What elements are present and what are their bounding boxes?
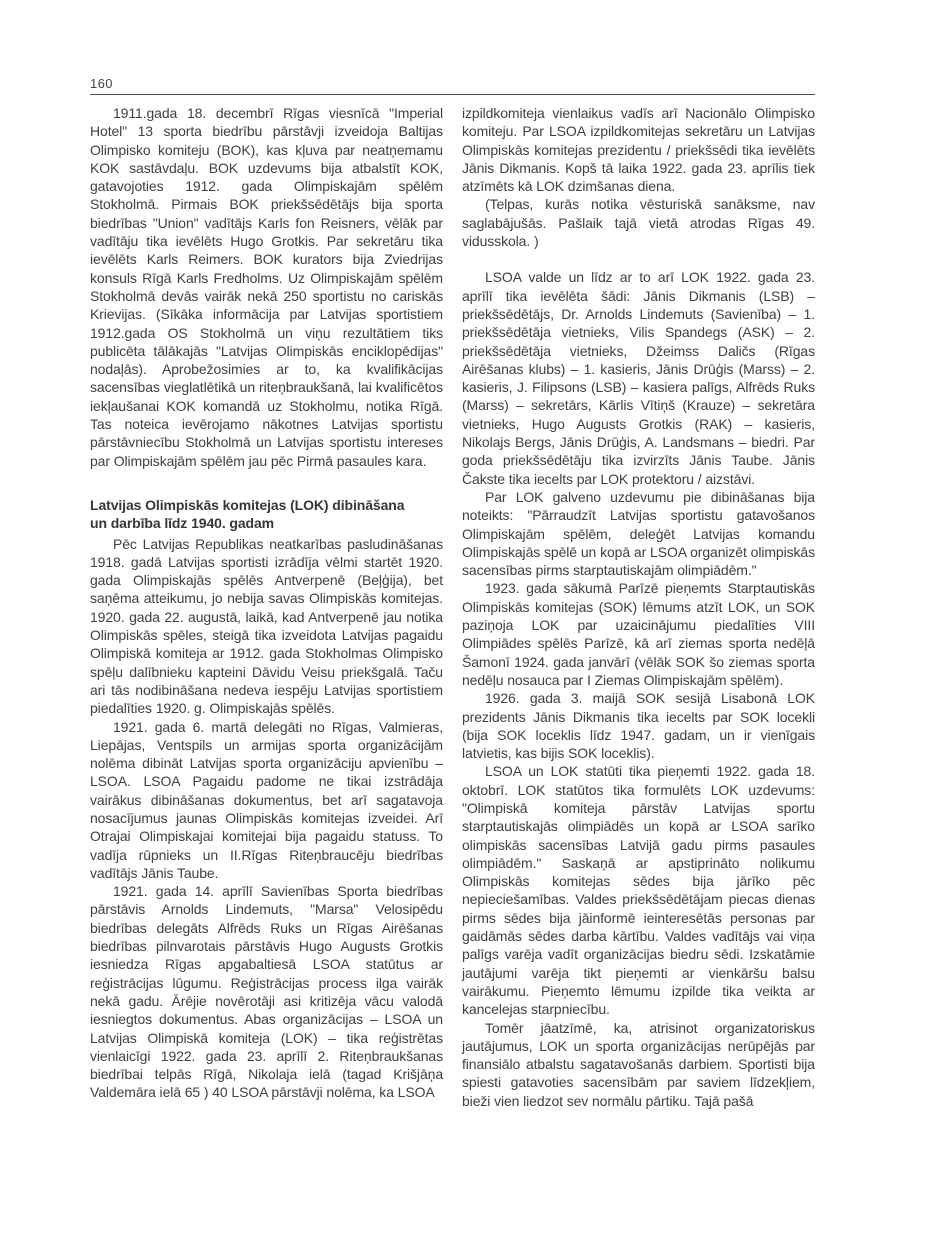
- paragraph-statuti: LSOA un LOK statūti tika pieņemti 1922. gada 18. oktobrī. LOK statūtos tika formulēts LOK uzdevums: "Olimpiskā komiteja pārstāv Latvijas sportu starptautiskajās olimpiādēs un kopā ar LSOA sarīko olimpiskās sacensības Latvijā gadu pirms pasaules olimpiādēm." Saskaņā ar apstiprināto nolikumu Olimpiskās komitejas sēdes bija jārīko pēc nepieciešamības. Valdes priekšsēdētājam piecas dienas pirms sēdes bija jāinformē ieinteresētās personas par gaidāmās sēdes darba kārtību. Valdes vadītājs vai viņa palīgs varēja vadīt organizācijas biedru sēdi. Izskatāmie jautājumi varēja tikt pieņemti ar vienkāršu balsu vairākumu. Pieņemto lēmumu izpilde tika veikta ar kancelejas starpniecību.: [462, 763, 815, 1018]
- section-heading-line-2: un darbība līdz 1940. gadam: [90, 515, 275, 532]
- paragraph-independence: Pēc Latvijas Republikas neatkarības pasludināšanas 1918. gadā Latvijas sportisti izrādīja vēlmi startēt 1920. gada Olimpiskajās spēlēs Antverpenē (Beļģija), bet saņēma atteikumu, jo nebija savas Olimpiskās komitejas. 1920. gada 22. augustā, laikā, kad Antverpenē jau notika Olimpiskās spēles, steigā tika izveidota Latvijas pagaidu Olimpiskā komiteja ar 1912. gada Stokholmas Olimpisko spēļu dalībnieku kapteini Dāvidu Veisu priekšgalā. Taču ari tās nodibināšana nedeva iespēju Latvijas sportistiem piedalīties 1920. g. Olimpiskajās spēlēs.: [90, 535, 443, 717]
- section-heading-line-1: Latvijas Olimpiskās komitejas (LOK) dibināšana: [90, 496, 405, 513]
- paragraph-1911: 1911.gada 18. decembrī Rīgas viesnīcā "Imperial Hotel" 13 sporta biedrību pārstāvji izveidoja Baltijas Olimpisko komiteju (BOK), kas kļuva par neatņemamu KOK sastāvdaļu. BOK uzdevums bija atbalstīt KOK, gatavojoties 1912. gada Olimpiskajām spēlēm Stokholmā. Pirmais BOK priekšsēdētājs bija sporta biedrības "Union" vadītājs Karls fon Reisners, vēlāk par vadītāju tika ievēlēts Hugo Grotkis. Par sekretāru tika ievēlēts Karls Reimers. BOK kurators bija Zviedrijas konsuls Rīgā Karls Fredholms. Uz Olimpiskajām spēlēm Stokholmā devās vairāk nekā 250 sportistu no cariskās Krievijas. (Sīkāka informācija par Latvijas sportistiem 1912.gada OS Stokholmā un viņu rezultātiem tiks publicēta tālākajās "Latvijas Olimpiskās enciklopēdijas" nodaļās). Aprobežosimies ar to, ka kvalifikācijas sacensības vieglatlētikā un riteņbraukšanā, lai kvalificētos iekļaušanai KOK komandā uz Stokholmu, notika Rīgā. Tas noteica ievērojamo nākotnes Latvijas sportistu pārstāvniecību Stokholmā un Latvijas sportistu intereses par Olimpiskajām spēlēm jau pēc Pirmā pasaules kara.: [90, 105, 443, 469]
- header-rule: [90, 94, 815, 95]
- paragraph-uzdevums: Par LOK galveno uzdevumu pie dibināšanas bija noteikts: "Pārraudzīt Latvijas sportistu gatavošanos Olimpiskajām spēlēm, deleģēt Latvijas komandu Olimpiskajās spēlē un kopā ar LSOA organizēt olimpiskās sacensības pirms starptautiskajām olimpiādēm.": [462, 488, 815, 579]
- section-heading: [90, 496, 443, 533]
- paragraph-tomer: Tomēr jāatzīmē, ka, atrisinot organizatoriskus jautājumus, LOK un sporta organizācijas nerūpējās par finansiālo atbalstu sagatavošanās darbiem. Sportisti bija spiesti gatavoties sacensībām par saviem līdzekļiem, bieži vien liedzot sev normālu pārtiku. Tajā pašā: [462, 1019, 815, 1109]
- right-column: [462, 104, 815, 1110]
- paragraph-valde: LSOA valde un līdz ar to arī LOK 1922. gada 23. aprīlī tika ievēlēta šādi: Jānis Dikmanis (LSB) – priekšsēdētājs, Dr. Arnolds Lindemuts (Savienība) – 1. priekšsēdētāja vietnieks, Vilis Spandegs (ASK) – 2. priekšsēdētāja vietnieks, Džeimss Daličs (Rīgas Airēšanas klubs) – 1. kasieris, Jānis Drūģis (Marss) – 2. kasieris, J. Filipsons (LSB) – kasiera palīgs, Alfrēds Ruks (Marss) – sekretārs, Kārlis Vītiņš (Krauze) – sekretāra vietnieks, Hugo Augusts Grotkis (RAK) – kasieris, Nikolajs Bergs, Jānis Drūģis, A. Landsmans – biedri. Par goda priekšsēdētāju tika izvirzīts Jānis Taube. Jānis Čakste tika iecelts par LOK protektoru / aizstāvi.: [462, 269, 815, 487]
- left-column: [90, 104, 443, 1110]
- paragraph-telpas: (Telpas, kurās notika vēsturiskā sanāksme, nav saglabājušās. Pašlaik tajā vietā atrodas Rīgas 49. vidusskola. ): [462, 196, 815, 250]
- page-body: [90, 104, 815, 1110]
- paragraph-1921-marts: 1921. gada 6. martā delegāti no Rīgas, Valmieras, Liepājas, Ventspils un armijas sporta organizācijām nolēma dibināt Latvijas sporta organizāciju apvienību – LSOA. LSOA Pagaidu padome ne tikai izstrādāja vairākus dibināšanas dokumentus, bet arī sagatavoja nosacījumus jaunas Olimpiskās komitejas izveidei. Arī Otrajai Olimpiskajai komitejai bija pagaidu statuss. To vadīja rūpnieks un II.Rīgas Riteņbraucēju biedrības vadītājs Jānis Taube.: [90, 718, 443, 881]
- paragraph-1926: 1926. gada 3. maijā SOK sesijā Lisabonā LOK prezidents Jānis Dikmanis tika iecelts par SOK locekli (bija SOK loceklis līdz 1947. gadam, un ir vienīgais latvietis, kas bijis SOK loceklis).: [462, 690, 815, 762]
- paragraph-continuation: izpildkomiteja vienlaikus vadīs arī Nacionālo Olimpisko komiteju. Par LSOA izpildkomitejas sekretāru un Latvijas Olimpiskās komitejas prezidentu / priekšsēdi tika ievēlēts Jānis Dikmanis. Kopš tā laika 1922. gada 23. aprīlis tiek atzīmēts kā LOK dzimšanas diena.: [462, 105, 815, 195]
- paragraph-1921-aprilis: 1921. gada 14. aprīlī Savienības Sporta biedrības pārstāvis Arnolds Lindemuts, "Marsa" Velosipēdu biedrības delegāts Alfrēds Ruks un Rīgas Airēšanas biedrības pilnvarotais pārstāvis Hugo Augusts Grotkis iesniedza Rīgas apgabaltiesā LSOA statūtus ar reģistrācijas lūgumu. Reģistrācijas process ilga vairāk nekā gadu. Ārējie novērotāji asi kritizēja vācu valodā iesniegtos dokumentus. Abas organizācijas – LSOA un Latvijas Olimpiskā komiteja (LOK) – tika reģistrētas vienlaicīgi 1922. gada 23. aprīlī 2. Riteņbraukšanas biedrībai telpās Rīgā, Nikolaja ielā (tagad Krišjāņa Valdemāra ielā 65 ) 40 LSOA pārstāvji nolēma, ka LSOA: [90, 883, 443, 1101]
- page-number: 160: [90, 76, 113, 91]
- paragraph-1923: 1923. gada sākumā Parīzē pieņemts Starptautiskās Olimpiskās komitejas (SOK) lēmums atzīt LOK, un SOK paziņoja LOK par uzaicinājumu piedalīties VIII Olimpiādes spēlēs Parīzē, kā arī ziemas sporta nedēļā Šamonī 1924. gada janvārī (vēlāk SOK šo ziemas sporta nedēļu nosauca par I Ziemas Olimpiskajām spēlēm).: [462, 580, 815, 688]
